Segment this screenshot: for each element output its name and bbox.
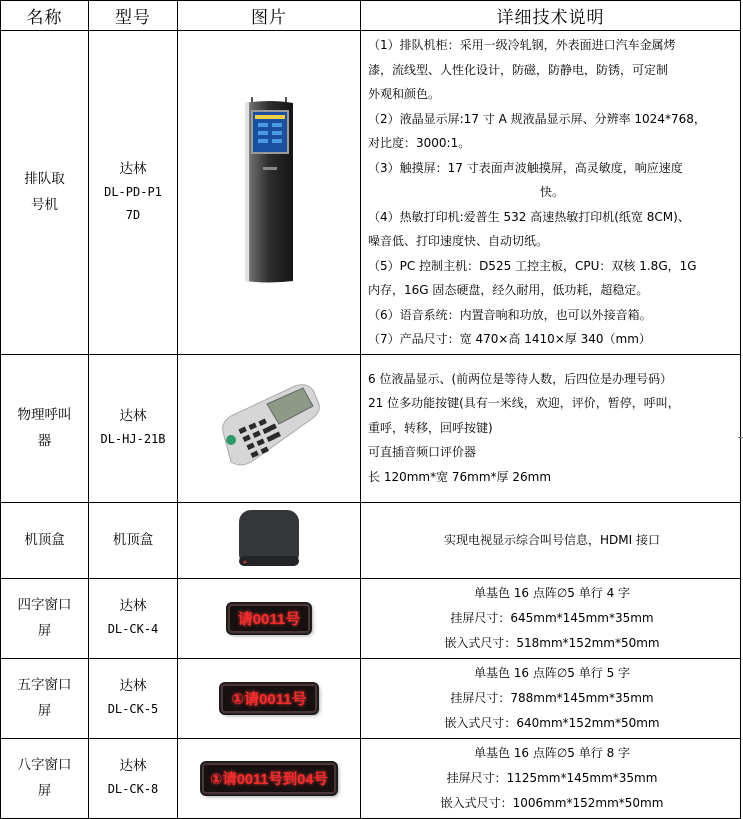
model-text: DL-CK-4 [107,622,159,636]
brand-text: 达林 [119,678,147,694]
detail-line: 单基色 16 点阵∅5 单行 8 字 [473,745,631,760]
product-details [361,658,741,738]
detail-line: 噪音低、打印速度快、自动切纸。 [368,234,549,248]
led-window-screen: 请0011号 [228,604,311,633]
product-model [89,354,178,502]
product-model [89,502,178,578]
product-picture [178,354,361,502]
detail-line: 单基色 16 点阵∅5 单行 4 字 [473,585,631,600]
product-details [361,31,741,355]
brand-text: 达林 [119,598,147,614]
product-name [1,578,89,658]
product-model [89,658,178,738]
detail-line: 嵌入式尺寸：1006mm*152mm*50mm [440,795,664,810]
detail-line: （3）触摸屏：17 寸表面声波触摸屏，高灵敏度，响应速度 [368,160,683,175]
detail-line: 挂屏尺寸：788mm*145mm*35mm [450,690,654,705]
detail-line: （1）排队机柜：采用一级冷轧钢，外表面进口汽车金属烤 [368,38,676,52]
queue-kiosk-image [239,95,299,285]
brand-text: 达林 [119,408,147,424]
detail-line: 嵌入式尺寸：518mm*152mm*50mm [444,635,660,650]
led-window-screen: ①请0011号 [221,684,316,713]
product-model [89,738,178,818]
detail-line: 重呼，转移，回呼按键) [368,420,493,435]
product-details [361,502,741,578]
product-picture [178,658,361,738]
table-row [1,31,741,355]
product-name-text: 五字窗口屏 [17,677,72,719]
header-model: 型号 [89,1,178,31]
detail-line: 外观和颜色。 [368,87,441,101]
detail-line: 单基色 16 点阵∅5 单行 5 字 [473,665,631,680]
detail-line: （4）热敏打印机:爱普生 532 高速热敏打印机(纸宽 8CM)、 [368,209,690,224]
detail-line: 实现电视显示综合叫号信息，HDMI 接口 [444,532,660,547]
product-name-text: 排队取号机 [24,171,65,214]
product-picture [178,578,361,658]
model-text: DL-HJ-21B [100,432,166,446]
divider-mark [738,437,743,438]
detail-line: 挂屏尺寸：1125mm*145mm*35mm [446,770,658,785]
detail-line: （7）产品尺寸：宽 470×高 1410×厚 340（mm） [368,332,651,346]
product-details [361,578,741,658]
product-model [89,578,178,658]
table-row [1,578,741,658]
product-name-text: 机顶盒 [24,532,65,548]
detail-line: 快。 [539,185,564,199]
detail-line: 6 位液晶显示、(前两位是等待人数，后四位是办理号码） [368,371,673,386]
brand-text: 达林 [119,160,147,177]
detail-line: （2）液晶显示屏:17 寸 A 规液晶显示屏、分辨率 1024*768， [368,111,706,126]
product-name [1,354,89,502]
model-text: DL-CK-5 [107,702,159,716]
header-name: 名称 [1,1,89,31]
detail-line: 挂屏尺寸：645mm*145mm*35mm [450,610,654,625]
product-name [1,31,89,355]
product-name [1,658,89,738]
product-details [361,354,741,502]
product-name [1,502,89,578]
table-row [1,354,741,502]
table-row [1,502,741,578]
product-picture [178,31,361,355]
product-name-text: 四字窗口屏 [17,597,72,639]
product-name-text: 物理呼叫器 [17,407,72,449]
detail-line: 长 120mm*宽 76mm*厚 26mm [368,469,552,484]
product-picture [178,738,361,818]
model-text: DL-CK-8 [107,782,159,796]
detail-line: 对比度：3000:1。 [368,136,471,150]
model-text: DL-PD-P17D [104,184,162,222]
header-picture: 图片 [178,1,361,31]
model-text: 机顶盒 [112,531,154,548]
product-model [89,31,178,355]
detail-line: （6）语音系统：内置音响和功放，也可以外接音箱。 [368,307,652,322]
product-picture [178,502,361,578]
detail-line: 21 位多功能按键(具有一米线，欢迎，评价，暂停，呼叫， [368,396,680,411]
detail-line: 嵌入式尺寸：640mm*152mm*50mm [444,715,660,730]
product-details [361,738,741,818]
detail-line: 内存，16G 固态硬盘，经久耐用，低功耗，超稳定。 [368,283,649,297]
product-name-text: 八字窗口屏 [17,757,72,799]
led-window-screen: ①请0011号到04号 [202,763,336,794]
table-row [1,738,741,818]
set-top-box-image [236,506,302,570]
detail-line: 可直插音频口评价器 [368,445,477,460]
header-row [1,1,741,31]
header-details: 详细技术说明 [361,1,741,31]
product-name [1,738,89,818]
keypad-caller-image [217,382,321,470]
detail-line: （5）PC 控制主机：D525 工控主板，CPU：双核 1.8G，1G [368,258,697,273]
brand-text: 达林 [119,758,147,774]
table-row [1,658,741,738]
detail-line: 漆，流线型、人性化设计，防磁，防静电，防锈，可定制 [368,62,669,77]
